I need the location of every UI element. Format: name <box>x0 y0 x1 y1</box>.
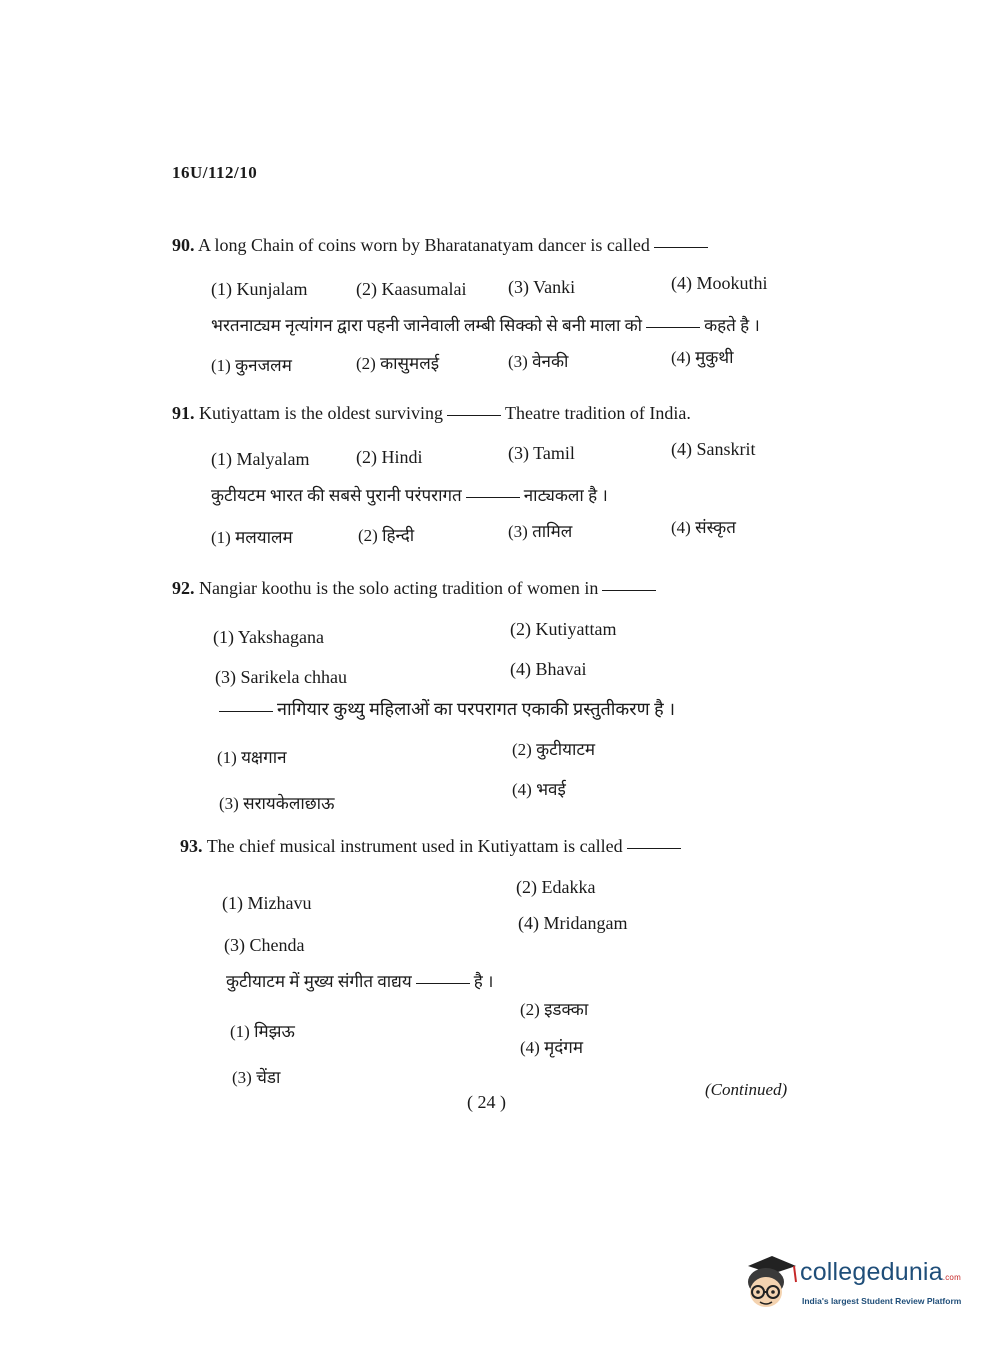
option-93-hi-4: (4) मृदंगम <box>520 1038 584 1057</box>
blank-line <box>646 326 700 328</box>
option-93-hi-3: (3) चेंडा <box>232 1068 281 1087</box>
option-90-en-3: (3) Vanki <box>508 277 576 297</box>
option-90-en-4: (4) Mookuthi <box>671 273 768 293</box>
question-91-hindi <box>211 483 608 506</box>
question-number: 92. <box>172 578 195 598</box>
option-93-en-1: (1) Mizhavu <box>222 893 312 913</box>
option-92-en-2: (2) Kutiyattam <box>510 619 617 639</box>
continued-note: (Continued) <box>705 1080 788 1099</box>
logo-wordmark <box>800 1258 961 1287</box>
option-93-hi-2: (2) इडक्का <box>520 1000 589 1019</box>
question-93-hindi <box>226 969 493 992</box>
mascot-icon <box>742 1252 798 1314</box>
blank-line <box>219 710 273 712</box>
blank-line <box>466 496 520 498</box>
option-92-hi-3: (3) सरायकेलाछाऊ <box>219 794 335 813</box>
option-91-en-2: (2) Hindi <box>356 447 423 467</box>
option-90-hi-4: (4) मुकुथी <box>671 348 734 367</box>
hindi-text-after: कहते है । <box>704 316 760 335</box>
option-91-hi-1: (1) मलयालम <box>211 528 293 547</box>
option-92-hi-2: (2) कुटीयाटम <box>512 740 596 759</box>
logo-name: collegedunia <box>800 1258 943 1286</box>
option-93-hi-1: (1) मिझऊ <box>230 1022 295 1041</box>
option-91-en-1: (1) Malyalam <box>211 449 310 469</box>
option-92-en-3: (3) Sarikela chhau <box>215 667 347 687</box>
collegedunia-logo <box>742 1252 972 1322</box>
question-text-en-before: Kutiyattam is the oldest surviving <box>199 403 443 423</box>
option-92-en-1: (1) Yakshagana <box>213 627 324 647</box>
option-92-hi-4: (4) भवई <box>512 780 566 799</box>
hindi-text-after: नागियार कुथ्यु महिलाओं का परपरागत एकाकी प्रस्तुतीकरण है । <box>277 699 676 719</box>
option-91-hi-2: (2) हिन्दी <box>358 526 415 545</box>
question-number: 90. <box>172 235 195 255</box>
option-90-hi-1: (1) कुनजलम <box>211 356 292 375</box>
option-92-hi-1: (1) यक्षगान <box>217 748 287 767</box>
question-text-en-after: Theatre tradition of India. <box>504 403 691 423</box>
hindi-text-after: नाट्यकला है । <box>523 486 608 505</box>
option-90-hi-2: (2) कासुमलई <box>356 354 440 373</box>
question-91-text <box>172 403 691 424</box>
blank-line <box>416 982 470 984</box>
question-90-hindi <box>211 313 760 336</box>
page-number: ( 24 ) <box>467 1092 506 1112</box>
logo-tagline: India's largest Student Review Platform <box>802 1296 962 1306</box>
option-92-en-4: (4) Bhavai <box>510 659 587 679</box>
blank-line <box>654 246 708 248</box>
question-92-text <box>172 578 660 599</box>
question-90-text <box>172 235 712 256</box>
question-text-en: A long Chain of coins worn by Bharatanatyam dancer is called <box>198 235 650 255</box>
hindi-text-before: कुटीयटम भारत की सबसे पुरानी परंपरागत <box>211 486 462 505</box>
question-92-hindi <box>215 697 675 721</box>
option-93-en-2: (2) Edakka <box>516 877 596 897</box>
option-93-en-4: (4) Mridangam <box>518 913 628 933</box>
logo-suffix: .com <box>942 1273 961 1282</box>
question-number: 91. <box>172 403 195 423</box>
option-90-en-2: (2) Kaasumalai <box>356 279 467 299</box>
paper-code: 16U/112/10 <box>172 163 258 182</box>
option-91-en-3: (3) Tamil <box>508 443 575 463</box>
hindi-text-before: कुटीयाटम में मुख्य संगीत वाद्यय <box>226 972 412 991</box>
question-number: 93. <box>180 836 203 856</box>
option-91-hi-4: (4) संस्कृत <box>671 518 736 537</box>
hindi-text-before: भरतनाट्यम नृत्यांगन द्वारा पहनी जानेवाली लम्बी सिक्को से बनी माला को <box>211 316 643 335</box>
blank-line <box>447 414 501 416</box>
blank-line <box>602 589 656 591</box>
question-text-en: Nangiar koothu is the solo acting tradition of women in <box>199 578 599 598</box>
question-text-en: The chief musical instrument used in Kutiyattam is called <box>206 836 623 856</box>
option-91-en-4: (4) Sanskrit <box>671 439 756 459</box>
option-90-en-1: (1) Kunjalam <box>211 279 308 299</box>
option-93-en-3: (3) Chenda <box>224 935 305 955</box>
option-90-hi-3: (3) वेनकी <box>508 352 569 371</box>
hindi-text-after: है । <box>473 972 494 991</box>
question-93-text <box>180 836 685 857</box>
option-91-hi-3: (3) तामिल <box>508 522 573 541</box>
blank-line <box>627 847 681 849</box>
